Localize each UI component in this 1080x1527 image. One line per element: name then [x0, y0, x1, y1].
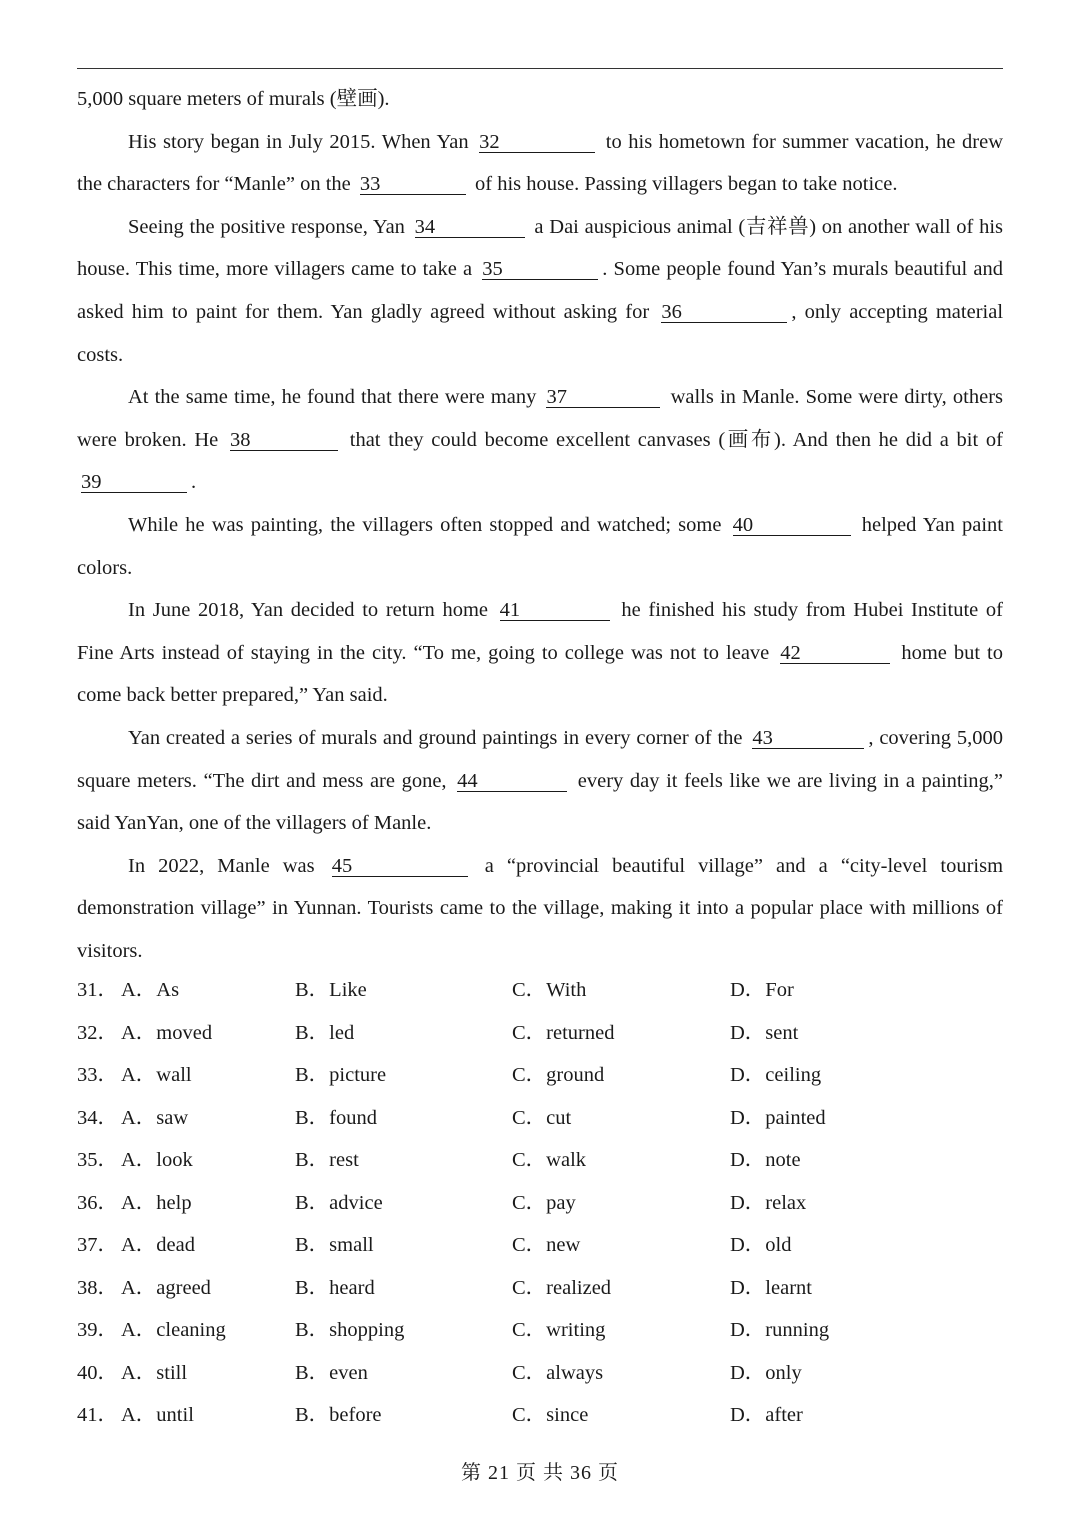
option-d[interactable]: D．after: [730, 1404, 803, 1426]
option-d[interactable]: D．painted: [730, 1106, 826, 1129]
option-b[interactable]: B．Like: [295, 979, 367, 1001]
option-row-34: [77, 1097, 1003, 1140]
passage-text: of his house. Passing villagers began to take notice.: [475, 173, 898, 196]
option-d[interactable]: D．For: [730, 979, 794, 1001]
blank-37: 37: [546, 387, 660, 408]
passage-paragraph-1: [77, 121, 1003, 206]
option-d[interactable]: D．note: [730, 1149, 801, 1171]
option-row-36: [77, 1182, 1003, 1225]
option-d[interactable]: D．learnt: [730, 1276, 812, 1299]
page-footer: 第 21 页 共 36 页: [461, 1462, 619, 1484]
option-a[interactable]: A．agreed: [121, 1276, 211, 1299]
passage-text: In June 2018, Yan decided to return home: [128, 599, 488, 622]
blank-42: 42: [780, 643, 890, 664]
blank-40: 40: [733, 515, 851, 536]
passage-paragraph-3: [77, 376, 1003, 504]
question-number: 39．: [77, 1319, 118, 1341]
passage-text: While he was painting, the villagers often stopped and watched; some: [128, 513, 722, 536]
option-row-33: [77, 1054, 1003, 1097]
question-number: 34．: [77, 1106, 118, 1129]
option-a[interactable]: A．help: [121, 1191, 192, 1214]
passage-text: Yan created a series of murals and ground paintings in every corner of the: [128, 726, 743, 749]
option-c[interactable]: C．cut: [512, 1106, 572, 1129]
cloze-passage: [77, 78, 1003, 972]
option-c[interactable]: C．returned: [512, 1021, 615, 1044]
option-a[interactable]: A．saw: [121, 1106, 189, 1129]
passage-text: a “provincial beautiful village” and a “city-level tourism demonstration village” in Yunnan. Tourists came to the village, making it into a popular place with millions of visitors.: [77, 854, 1004, 962]
passage-text: .: [191, 471, 197, 494]
passage-text: Seeing the positive response, Yan: [128, 215, 405, 238]
question-number: 33．: [77, 1064, 118, 1086]
passage-text: . Some people found Yan’s murals beautiful and asked him to paint for them. Yan gladly agreed without asking for: [77, 258, 1004, 323]
question-number: 36．: [77, 1191, 118, 1214]
blank-38: 38: [230, 430, 338, 451]
passage-text: , covering 5,000 square meters. “The dirt and mess are gone,: [77, 726, 1003, 792]
option-a[interactable]: A．cleaning: [121, 1319, 226, 1341]
passage-text: every day it feels like we are living in a painting,” said YanYan, one of the villagers of Manle.: [77, 769, 1004, 835]
option-c[interactable]: C．realized: [512, 1276, 612, 1299]
passage-text: At the same time, he found that there were many: [128, 386, 537, 409]
option-d[interactable]: D．running: [730, 1319, 830, 1341]
passage-paragraph-0: 5,000 square meters of murals (壁画).: [77, 88, 390, 110]
option-a[interactable]: A．dead: [121, 1234, 196, 1256]
question-number: 37．: [77, 1234, 118, 1256]
option-row-31: [77, 969, 1003, 1012]
blank-33: 33: [360, 174, 466, 195]
option-c[interactable]: C．With: [512, 979, 587, 1001]
passage-text: , only accepting material costs.: [77, 300, 1004, 366]
option-c[interactable]: C．ground: [512, 1064, 605, 1086]
option-d[interactable]: D．relax: [730, 1191, 807, 1214]
blank-34: 34: [415, 217, 525, 238]
blank-32: 32: [479, 132, 595, 153]
blank-41: 41: [500, 600, 610, 621]
question-number: 35．: [77, 1149, 118, 1171]
passage-text: he finished his study from Hubei Institute of Fine Arts instead of staying in the city. “To me, going to college was not to leave: [77, 599, 1003, 664]
option-b[interactable]: B．small: [295, 1234, 374, 1256]
blank-39: 39: [81, 472, 187, 493]
question-number: 31．: [77, 979, 118, 1001]
option-c[interactable]: C．since: [512, 1404, 589, 1426]
option-row-39: [77, 1309, 1003, 1352]
question-number: 32．: [77, 1021, 118, 1044]
passage-text: a Dai auspicious animal (吉祥兽) on another wall of his house. This time, more villagers came to take a: [77, 215, 1004, 281]
option-b[interactable]: B．even: [295, 1361, 368, 1384]
option-b[interactable]: B．led: [295, 1021, 355, 1044]
option-c[interactable]: C．walk: [512, 1149, 587, 1171]
option-row-41: [77, 1394, 1003, 1437]
option-a[interactable]: A．until: [121, 1404, 194, 1426]
option-b[interactable]: B．found: [295, 1106, 377, 1129]
option-d[interactable]: D．only: [730, 1361, 802, 1384]
option-c[interactable]: C．new: [512, 1234, 581, 1256]
option-c[interactable]: C．always: [512, 1361, 604, 1384]
answer-options: [77, 969, 1003, 1437]
passage-text: home but to come back better prepared,” Yan said.: [77, 641, 1004, 707]
option-row-40: [77, 1352, 1003, 1395]
passage-paragraph-4: [77, 504, 1003, 589]
option-row-35: [77, 1139, 1003, 1182]
blank-35: 35: [482, 259, 598, 280]
option-b[interactable]: B．advice: [295, 1191, 383, 1214]
header-rule: [77, 68, 1003, 69]
question-number: 41．: [77, 1404, 118, 1426]
option-b[interactable]: B．before: [295, 1404, 382, 1426]
option-d[interactable]: D．old: [730, 1234, 792, 1256]
passage-paragraph-2: [77, 206, 1003, 376]
passage-text: to his hometown for summer vacation, he drew the characters for “Manle” on the: [77, 130, 1004, 196]
question-number: 38．: [77, 1276, 118, 1299]
passage-text: helped Yan paint colors.: [77, 513, 1004, 579]
option-a[interactable]: A．As: [121, 979, 180, 1001]
blank-36: 36: [661, 302, 787, 323]
option-a[interactable]: A．moved: [121, 1021, 213, 1044]
option-row-32: [77, 1012, 1003, 1055]
passage-paragraph-6: [77, 717, 1003, 845]
option-b[interactable]: B．rest: [295, 1149, 359, 1171]
passage-paragraph-7: [77, 845, 1003, 973]
blank-44: 44: [457, 771, 567, 792]
passage-text: In 2022, Manle was: [128, 854, 315, 877]
passage-text: His story began in July 2015. When Yan: [128, 130, 469, 153]
option-c[interactable]: C．pay: [512, 1191, 576, 1214]
option-row-37: [77, 1224, 1003, 1267]
option-a[interactable]: A．look: [121, 1149, 193, 1171]
option-b[interactable]: B．picture: [295, 1064, 387, 1086]
blank-43: 43: [752, 728, 864, 749]
passage-text: that they could become excellent canvases (画布). And then he did a bit of: [349, 428, 1004, 451]
option-c[interactable]: C．writing: [512, 1319, 606, 1341]
passage-paragraph-5: [77, 589, 1003, 717]
option-row-38: [77, 1267, 1003, 1310]
passage-text: walls in Manle. Some were dirty, others were broken. He: [77, 386, 1004, 451]
option-a[interactable]: A．still: [121, 1361, 188, 1384]
option-d[interactable]: D．sent: [730, 1021, 799, 1044]
question-number: 40．: [77, 1361, 118, 1384]
option-b[interactable]: B．heard: [295, 1276, 375, 1299]
option-a[interactable]: A．wall: [121, 1064, 192, 1086]
option-b[interactable]: B．shopping: [295, 1319, 405, 1341]
blank-45: 45: [332, 856, 468, 877]
option-d[interactable]: D．ceiling: [730, 1064, 822, 1086]
